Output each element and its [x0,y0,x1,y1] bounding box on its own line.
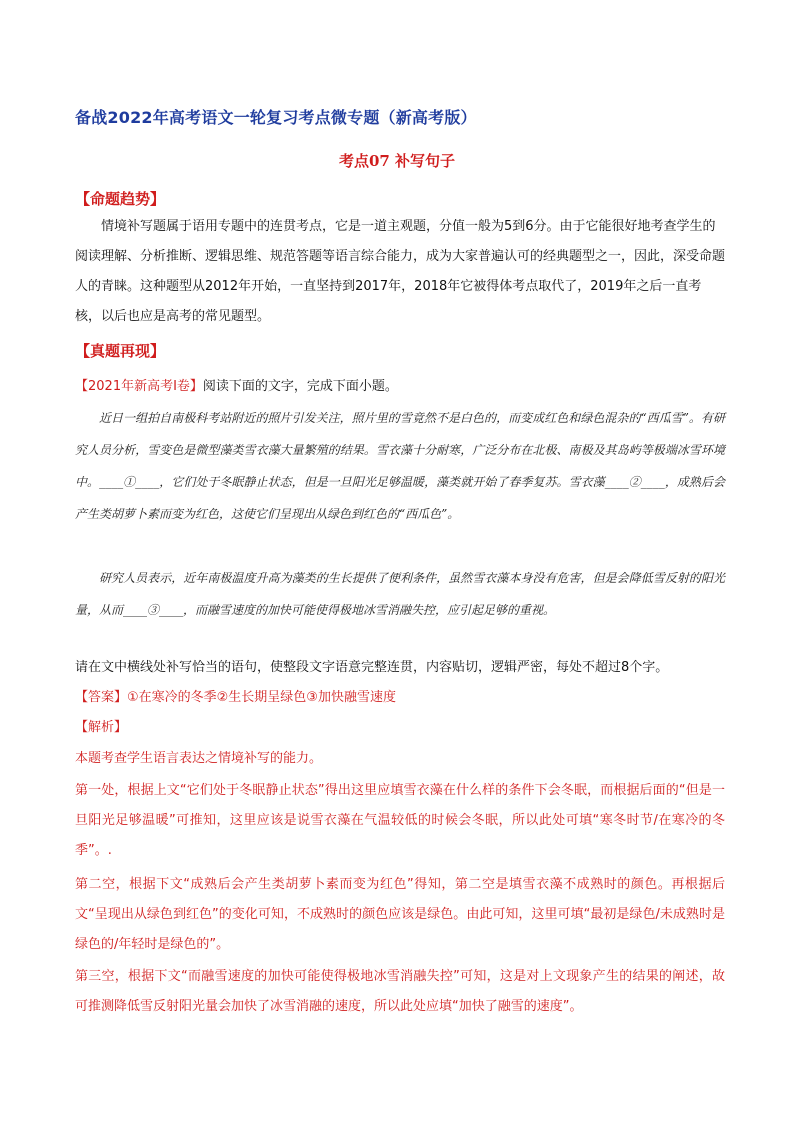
analysis-point-3: 第三空，根据下文“而融雪速度的加快可能使得极地冰雪消融失控”可知，这是对上文现象产生的结果的阐述，故可推测降低雪反射阳光量会加快了冰雪消融的速度，所以此处应填“加快了融雪的速度”。 [75,969,725,1014]
trend-paragraph: 情境补写题属于语用专题中的连贯考点，它是一道主观题，分值一般为5到6分。由于它能很好地考查学生的阅读理解、分析推断、逻辑思维、规范答题等语言综合能力，成为大家普遍认可的经典题型之一，因此，深受命题人的青睐。这种题型从2012年开始，一直坚持到2017年，2018年它被得体考点取代了，2019年之后一直考核，以后也应是高考的常见题型。 [75,219,726,324]
answer-line: 【答案】①在寒冷的冬季②生长期呈绿色③加快融雪速度 [75,690,396,705]
passage-paragraph-1: 近日一组拍自南极科考站附近的照片引发关注，照片里的雪竟然不是白色的，而变成红色和绿色混杂的“西瓜雪”。有研究人员分析，雪变色是微型藻类雪衣藻大量繁殖的结果。雪衣藻十分耐寒，广泛分布在北极、南极及其岛屿等极端冰雪环境中。____①____，它们处于冬眠静止状态，但是一旦阳光足够温暖，藻类就开始了春季复苏。雪衣藻____②____，成熟后会产生类胡萝卜素而变为红色，这使它们呈现出从绿色到红色的“西瓜色”。 [75,411,725,521]
question-prompt: 请在文中横线处补写恰当的语句，使整段文字语意完整连贯，内容贴切，逻辑严密，每处不超过8个字。 [75,660,669,675]
analysis-point-2: 第二空，根据下文“成熟后会产生类胡萝卜素而变为红色”得知，第二空是填雪衣藻不成熟时的颜色。再根据后文“呈现出从绿色到红色”的变化可知，不成熟时的颜色应该是绿色。由此可知，这里可填“最初是绿色/未成熟时是绿色的/年轻时是绿色的”。 [75,877,725,952]
analysis-intro: 本题考查学生语言表达之情境补写的能力。 [75,751,323,766]
question-source [75,372,725,402]
section-real-heading: 【真题再现】 [75,342,166,360]
section-trend-heading: 【命题趋势】 [75,190,166,208]
document-subtitle: 考点07 补写句子 [338,152,456,170]
passage-paragraph-2: 研究人员表示，近年南极温度升高为藻类的生长提供了便利条件，虽然雪衣藻本身没有危害，但是会降低雪反射的阳光量，从而____③____，而融雪速度的加快可能使得极地冰雪消融失控，应引起足够的重视。 [75,571,725,617]
document-title: 备战2022年高考语文一轮复习考点微专题（新高考版） [75,108,477,127]
source-tag: 【2021年新高考Ⅰ卷】 [75,379,203,394]
analysis-point-1: 第一处，根据上文“它们处于冬眠静止状态”得出这里应填雪衣藻在什么样的条件下会冬眠，而根据后面的“但是一旦阳光足够温暖”可推知，这里应该是说雪衣藻在气温较低的时候会冬眠，所以此处可填“寒冬时节/在寒冷的冬季”。. [75,783,725,858]
analysis-heading: 【解析】 [75,720,128,735]
source-text: 阅读下面的文字，完成下面小题。 [202,379,398,394]
